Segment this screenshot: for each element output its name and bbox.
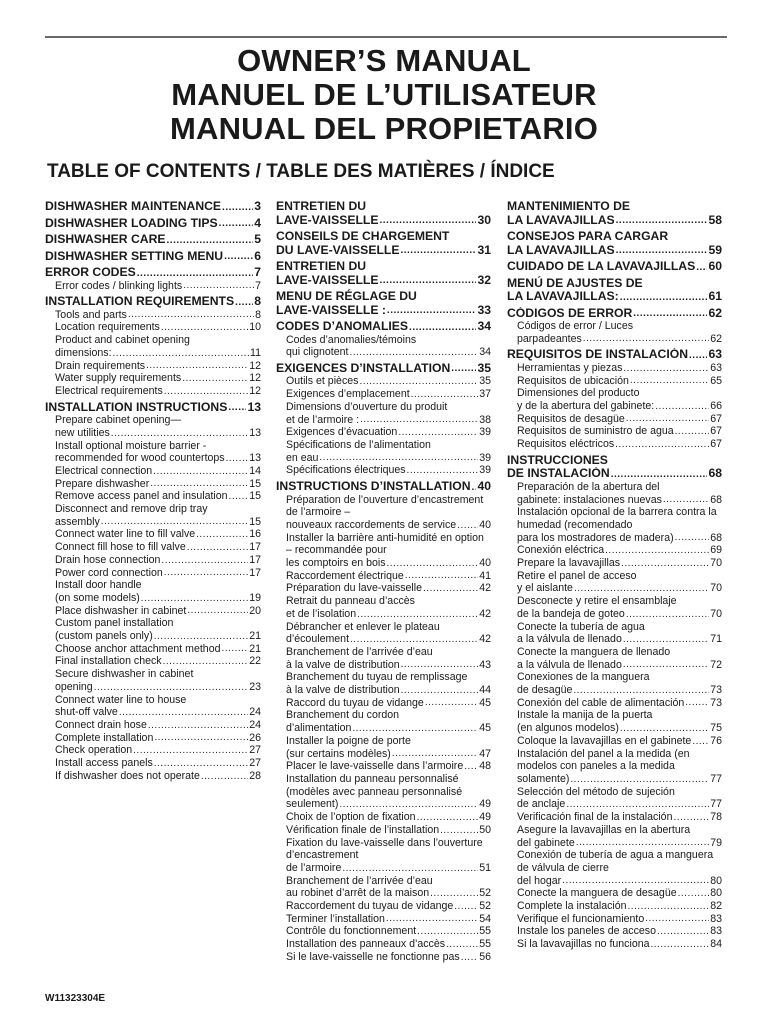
toc-subentry[interactable]: Dimensions d’ouverture du produit et de l’armoire : ..... 38 [276, 401, 491, 426]
toc-subentry[interactable]: Product and cabinet opening dimensions: ..... 11 [45, 334, 261, 359]
toc-subentry[interactable]: Vérification finale de l’installation ..... 50 [276, 824, 491, 837]
title-french: MANUEL DE L’UTILISATEUR [171, 77, 597, 112]
toc-subentry[interactable]: Disconnect and remove drip tray assembly ..... 15 [45, 503, 261, 528]
toc-subentry[interactable]: Drain requirements ..... 12 [45, 360, 261, 373]
toc-entry[interactable]: DISHWASHER MAINTENANCE ..... 3 [45, 200, 261, 214]
toc-entry[interactable]: INSTALLATION INSTRUCTIONS ..... 13 [45, 401, 261, 415]
toc-subentry[interactable]: Requisitos de suministro de agua ..... 67 [507, 425, 722, 438]
toc-entry[interactable]: MENU DE RÉGLAGE DU LAVE-VAISSELLE : ..... 33 [276, 290, 491, 317]
toc-entry[interactable]: EXIGENCES D’INSTALLATION ..... 35 [276, 362, 491, 376]
toc-subentry[interactable]: Raccordement électrique ..... 41 [276, 570, 491, 583]
toc-subentry[interactable]: Fixation du lave-vaisselle dans l’ouverture d’encastrement de l’armoire ..... 51 [276, 837, 491, 875]
toc-subentry[interactable]: Conexión del cable de alimentación ..... 73 [507, 697, 722, 710]
toc-subentry[interactable]: Prepare dishwasher ..... 15 [45, 478, 261, 491]
toc-subentry[interactable]: Códigos de error / Luces parpadeantes ..... 62 [507, 320, 722, 345]
toc-subentry[interactable]: Choix de l’option de fixation ..... 49 [276, 811, 491, 824]
toc-entry[interactable]: DISHWASHER SETTING MENU ..... 6 [45, 250, 261, 264]
toc-column-spanish [507, 200, 722, 951]
toc-subentry[interactable]: Débrancher et enlever le plateau d’écoulement ..... 42 [276, 621, 491, 646]
toc-entry[interactable]: INSTRUCCIONES DE INSTALACIÓN ..... 68 [507, 454, 722, 481]
toc-entry[interactable]: DISHWASHER LOADING TIPS ..... 4 [45, 217, 261, 231]
manual-titles [0, 44, 768, 146]
toc-subentry[interactable]: Exigences d’évacuation ..... 39 [276, 426, 491, 439]
toc-subentry[interactable]: Placer le lave-vaisselle dans l’armoire ..... 48 [276, 760, 491, 773]
toc-subentry[interactable]: Retire el panel de acceso y el aislante ..... 70 [507, 570, 722, 595]
toc-subentry[interactable]: Water supply requirements ..... 12 [45, 372, 261, 385]
toc-subentry[interactable]: Branchement du tuyau de remplissage à la valve de distribution ..... 44 [276, 671, 491, 696]
toc-subentry[interactable]: Instale la manija de la puerta (en algunos modelos) ..... 75 [507, 709, 722, 734]
toc-subentry[interactable]: Desconecte y retire el ensamblaje de la bandeja de goteo ..... 70 [507, 595, 722, 620]
toc-subentry[interactable]: Connect water line to fill valve ..... 16 [45, 528, 261, 541]
toc-subentry[interactable]: Conexión de tubería de agua a manguera de válvula de cierre del hogar ..... 80 [507, 849, 722, 887]
toc-subentry[interactable]: Remove access panel and insulation ..... 15 [45, 490, 261, 503]
toc-subentry[interactable]: Tools and parts ..... 8 [45, 309, 261, 322]
toc-subentry[interactable]: Connect fill hose to fill valve ..... 17 [45, 541, 261, 554]
toc-subentry[interactable]: Install access panels ..... 27 [45, 757, 261, 770]
toc-subentry[interactable]: Requisitos de ubicación ..... 65 [507, 375, 722, 388]
toc-subentry[interactable]: Check operation ..... 27 [45, 744, 261, 757]
toc-subentry[interactable]: Préparation de l’ouverture d’encastrement de l’armoire – nouveaux raccordements de service ..... 40 [276, 494, 491, 532]
toc-subentry[interactable]: Spécifications de l’alimentation en eau ..... 39 [276, 439, 491, 464]
toc-column-french [276, 200, 491, 964]
toc-subentry[interactable]: Conexiones de la manguera de desagüe ..... 73 [507, 671, 722, 696]
toc-entry[interactable]: ERROR CODES ..... 7 [45, 266, 261, 280]
toc-subentry[interactable]: Raccordement du tuyau de vidange ..... 52 [276, 900, 491, 913]
toc-subentry[interactable]: Verificación final de la instalación ..... 78 [507, 811, 722, 824]
toc-subentry[interactable]: Connect water line to house shut-off valve ..... 24 [45, 694, 261, 719]
toc-subentry[interactable]: If dishwasher does not operate ..... 28 [45, 770, 261, 783]
title-spanish: MANUAL DEL PROPIETARIO [169, 111, 599, 146]
toc-subentry[interactable]: Conecte la tubería de agua a la válvula de llenado ..... 71 [507, 621, 722, 646]
toc-entry[interactable]: CÓDIGOS DE ERROR ..... 62 [507, 307, 722, 321]
toc-entry[interactable]: ENTRETIEN DU LAVE-VAISSELLE ..... 30 [276, 200, 491, 227]
toc-subentry[interactable]: Spécifications électriques ..... 39 [276, 464, 491, 477]
toc-subentry[interactable]: Place dishwasher in cabinet ..... 20 [45, 605, 261, 618]
toc-entry[interactable]: CONSEILS DE CHARGEMENT DU LAVE-VAISSELLE ..... 31 [276, 230, 491, 257]
toc-entry[interactable]: INSTRUCTIONS D’INSTALLATION ..... 40 [276, 480, 491, 494]
toc-subentry[interactable]: Install optional moisture barrier - recommended for wood countertops ..... 13 [45, 440, 261, 465]
toc-subentry[interactable]: Conexión eléctrica ..... 69 [507, 544, 722, 557]
toc-subentry[interactable]: Electrical connection ..... 14 [45, 465, 261, 478]
toc-subentry[interactable]: Custom panel installation (custom panels only) ..... 21 [45, 617, 261, 642]
toc-subentry[interactable]: Complete la instalación ..... 82 [507, 900, 722, 913]
toc-subentry[interactable]: Error codes / blinking lights ..... 7 [45, 280, 261, 293]
toc-entry[interactable]: CUIDADO DE LA LAVAVAJILLAS ..... 60 [507, 260, 722, 274]
toc-subentry[interactable]: Electrical requirements ..... 12 [45, 385, 261, 398]
toc-subentry[interactable]: Power cord connection ..... 17 [45, 567, 261, 580]
toc-subentry[interactable]: Herramientas y piezas ..... 63 [507, 362, 722, 375]
toc-entry[interactable]: INSTALLATION REQUIREMENTS ..... 8 [45, 295, 261, 309]
toc-subentry[interactable]: Secure dishwasher in cabinet opening ..... 23 [45, 668, 261, 693]
toc-subentry[interactable]: Outils et pièces ..... 35 [276, 375, 491, 388]
toc-subentry[interactable]: Installation du panneau personnalisé (modèles avec panneau personnalisé seulement) ..... 49 [276, 773, 491, 811]
toc-entry[interactable]: MENÚ DE AJUSTES DE LA LAVAVAJILLAS: ..... 61 [507, 277, 722, 304]
toc-subentry[interactable]: Terminer l’installation ..... 54 [276, 913, 491, 926]
toc-subentry[interactable]: Selección del método de sujeción de anclaje ..... 77 [507, 786, 722, 811]
toc-subentry[interactable]: Install door handle (on some models) ..... 19 [45, 579, 261, 604]
toc-entry[interactable]: MANTENIMIENTO DE LA LAVAVAJILLAS ..... 58 [507, 200, 722, 227]
toc-subentry[interactable]: Installer la poigne de porte (sur certains modèles) ..... 47 [276, 735, 491, 760]
toc-subentry[interactable]: Conecte la manguera de llenado a la válvula de llenado ..... 72 [507, 646, 722, 671]
toc-subentry[interactable]: Si le lave-vaisselle ne fonctionne pas ..... 56 [276, 951, 491, 964]
toc-heading: TABLE OF CONTENTS / TABLE DES MATIÈRES / ÍNDICE [47, 161, 555, 182]
toc-subentry[interactable]: Drain hose connection ..... 17 [45, 554, 261, 567]
toc-subentry[interactable]: Choose anchor attachment method ..... 21 [45, 643, 261, 656]
top-rule [45, 36, 727, 38]
toc-entry[interactable]: CONSEJOS PARA CARGAR LA LAVAVAJILLAS ..... 59 [507, 230, 722, 257]
toc-subentry[interactable]: Branchement de l’arrivée d’eau à la valve de distribution ..... 43 [276, 646, 491, 671]
toc-subentry[interactable]: Préparation du lave-vaisselle ..... 42 [276, 582, 491, 595]
toc-subentry[interactable]: Branchement du cordon d’alimentation ..... 45 [276, 709, 491, 734]
toc-entry[interactable]: DISHWASHER CARE ..... 5 [45, 233, 261, 247]
toc-subentry[interactable]: Location requirements ..... 10 [45, 321, 261, 334]
toc-subentry[interactable]: Contrôle du fonctionnement ..... 55 [276, 925, 491, 938]
toc-subentry[interactable]: Raccord du tuyau de vidange ..... 45 [276, 697, 491, 710]
title-english: OWNER’S MANUAL [237, 43, 531, 78]
toc-subentry[interactable]: Prepare la lavavajillas ..... 70 [507, 557, 722, 570]
document-number: W11323304E [45, 993, 106, 1004]
toc-subentry[interactable]: Installation des panneaux d’accès ..... 55 [276, 938, 491, 951]
toc-subentry[interactable]: Final installation check ..... 22 [45, 655, 261, 668]
toc-entry[interactable]: ENTRETIEN DU LAVE-VAISSELLE ..... 32 [276, 260, 491, 287]
toc-subentry[interactable]: Asegure la lavavajillas en la abertura del gabinete ..... 79 [507, 824, 722, 849]
toc-subentry[interactable]: Complete installation ..... 26 [45, 732, 261, 745]
toc-subentry[interactable]: Exigences d’emplacement ..... 37 [276, 388, 491, 401]
toc-entry[interactable]: CODES D’ANOMALIES ..... 34 [276, 320, 491, 334]
toc-column-english [45, 200, 261, 783]
toc-subentry[interactable]: Instalación opcional de la barrera contra la humedad (recomendado para los mostradores de madera) ..... 68 [507, 506, 722, 544]
toc-subentry[interactable]: Retrait du panneau d’accès et de l’isolation ..... 42 [276, 595, 491, 620]
toc-subentry[interactable]: Si la lavavajillas no funciona ..... 84 [507, 938, 722, 951]
toc-subentry[interactable]: Verifique el funcionamiento ..... 83 [507, 913, 722, 926]
toc-subentry[interactable]: Dimensiones del producto y de la abertura del gabinete: ..... 66 [507, 387, 722, 412]
toc-subentry[interactable]: Codes d’anomalies/témoins qui clignotent ..... 34 [276, 334, 491, 359]
toc-subentry[interactable]: Preparación de la abertura del gabinete: instalaciones nuevas ..... 68 [507, 481, 722, 506]
toc-subentry[interactable]: Branchement de l’arrivée d’eau au robinet d’arrêt de la maison ..... 52 [276, 875, 491, 900]
toc-subentry[interactable]: Prepare cabinet opening— new utilities ..... 13 [45, 414, 261, 439]
toc-subentry[interactable]: Coloque la lavavajillas en el gabinete ..... 76 [507, 735, 722, 748]
toc-subentry[interactable]: Instale los paneles de acceso ..... 83 [507, 925, 722, 938]
toc-subentry[interactable]: Requisitos de desagüe ..... 67 [507, 413, 722, 426]
toc-subentry[interactable]: Connect drain hose ..... 24 [45, 719, 261, 732]
toc-subentry[interactable]: Instalación del panel a la medida (en modelos con paneles a la medida solamente) ..... 77 [507, 748, 722, 786]
toc-subentry[interactable]: Requisitos eléctricos ..... 67 [507, 438, 722, 451]
toc-subentry[interactable]: Installer la barrière anti-humidité en option – recommandée pour les comptoirs en bois ..... 40 [276, 532, 491, 570]
toc-entry[interactable]: REQUISITOS DE INSTALACIÓN ..... 63 [507, 348, 722, 362]
toc-subentry[interactable]: Conecte la manguera de desagüe ..... 80 [507, 887, 722, 900]
